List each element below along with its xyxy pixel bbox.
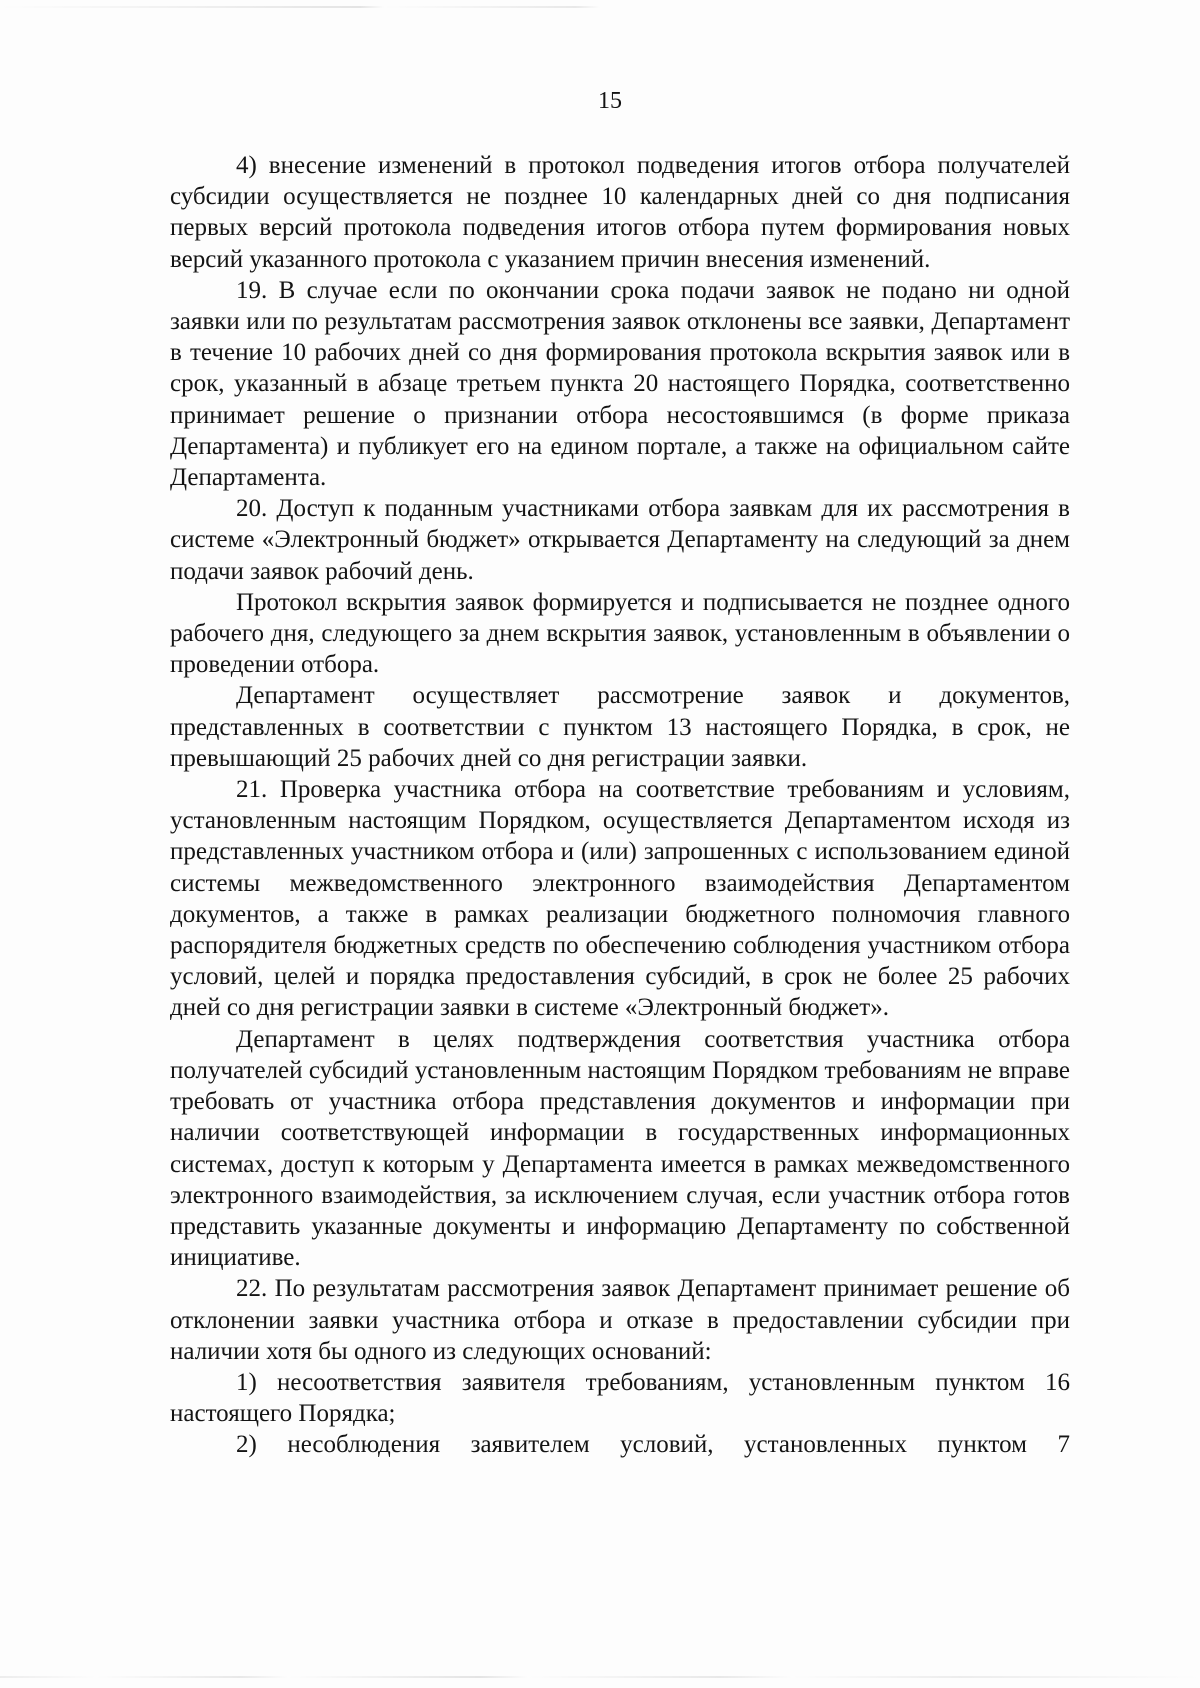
paragraph-clause-22: 22. По результатам рассмотрения заявок Департамент принимает решение об отклонении заявки участника отбора и отказе в предоставлении субсидии при наличии хотя бы одного из следующих оснований: xyxy=(170,1275,1070,1365)
paragraph-no-request-rule: Департамент в целях подтверждения соответствия участника отбора получателей субсидий установленным настоящим Порядком требованиям не вправе требовать от участника отбора представления документов и информации при наличии соответствующей информации в государственных информационных системах, доступ к которым у Департамента имеется в рамках межведомственного электронного взаимодействия, за исключением случая, если участник отбора готов представить указанные документы и информацию Департаменту по собственной инициативе. xyxy=(170,1025,1070,1272)
paragraph-clause-20: 20. Доступ к поданным участниками отбора заявкам для их рассмотрения в системе «Электронный бюджет» открывается Департаменту на следующий за днем подачи заявок рабочий день. xyxy=(170,495,1070,585)
document-body xyxy=(170,150,1070,1461)
page-number: 15 xyxy=(598,88,622,114)
paragraph-ground-1: 1) несоответствия заявителя требованиям, установленным пунктом 16 настоящего Порядка; xyxy=(170,1368,1070,1428)
paragraph-opening-protocol: Протокол вскрытия заявок формируется и подписывается не позднее одного рабочего дня, следующего за днем вскрытия заявок, установленным в объявлении о проведении отбора. xyxy=(170,588,1070,679)
paragraph-clause-19: 19. В случае если по окончании срока подачи заявок не подано ни одной заявки или по результатам рассмотрения заявок отклонены все заявки, Департамент в течение 10 рабочих дней со дня формирования протокола вскрытия заявок или в срок, указанный в абзаце третьем пункта 20 настоящего Порядка, соответственно принимает решение о признании отбора несостоявшимся (в форме приказа Департамента) и публикует его на едином портале, а также на официальном сайте Департамента. xyxy=(170,276,1070,492)
paragraph-item-4: 4) внесение изменений в протокол подведения итогов отбора получателей субсидии осуществляется не позднее 10 календарных дней со дня подписания первых версий протокола подведения итогов отбора путем формирования новых версий указанного протокола с указанием причин внесения изменений. xyxy=(170,152,1070,273)
scan-artifact-bottom xyxy=(0,1676,1200,1678)
paragraph-ground-2: 2) несоблюдения заявителем условий, установленных пунктом 7 xyxy=(236,1431,1070,1459)
scan-artifact-top xyxy=(0,6,1200,8)
paragraph-clause-21: 21. Проверка участника отбора на соответствие требованиям и условиям, установленным настоящим Порядком, осуществляется Департаментом исходя из представленных участником отбора и (или) запрошенных с использованием единой системы межведомственного электронного взаимодействия Департаментом документов, а также в рамках реализации бюджетного полномочия главного распорядителя бюджетных средств по обеспечению соблюдения участником отбора условий, целей и порядка предоставления субсидий, в срок не более 25 рабочих дней со дня регистрации заявки в системе «Электронный бюджет». xyxy=(170,776,1070,1022)
paragraph-review-term: Департамент осуществляет рассмотрение заявок и документов, представленных в соответствии с пунктом 13 настоящего Порядка, в срок, не превышающий 25 рабочих дней со дня регистрации заявки. xyxy=(170,682,1070,772)
